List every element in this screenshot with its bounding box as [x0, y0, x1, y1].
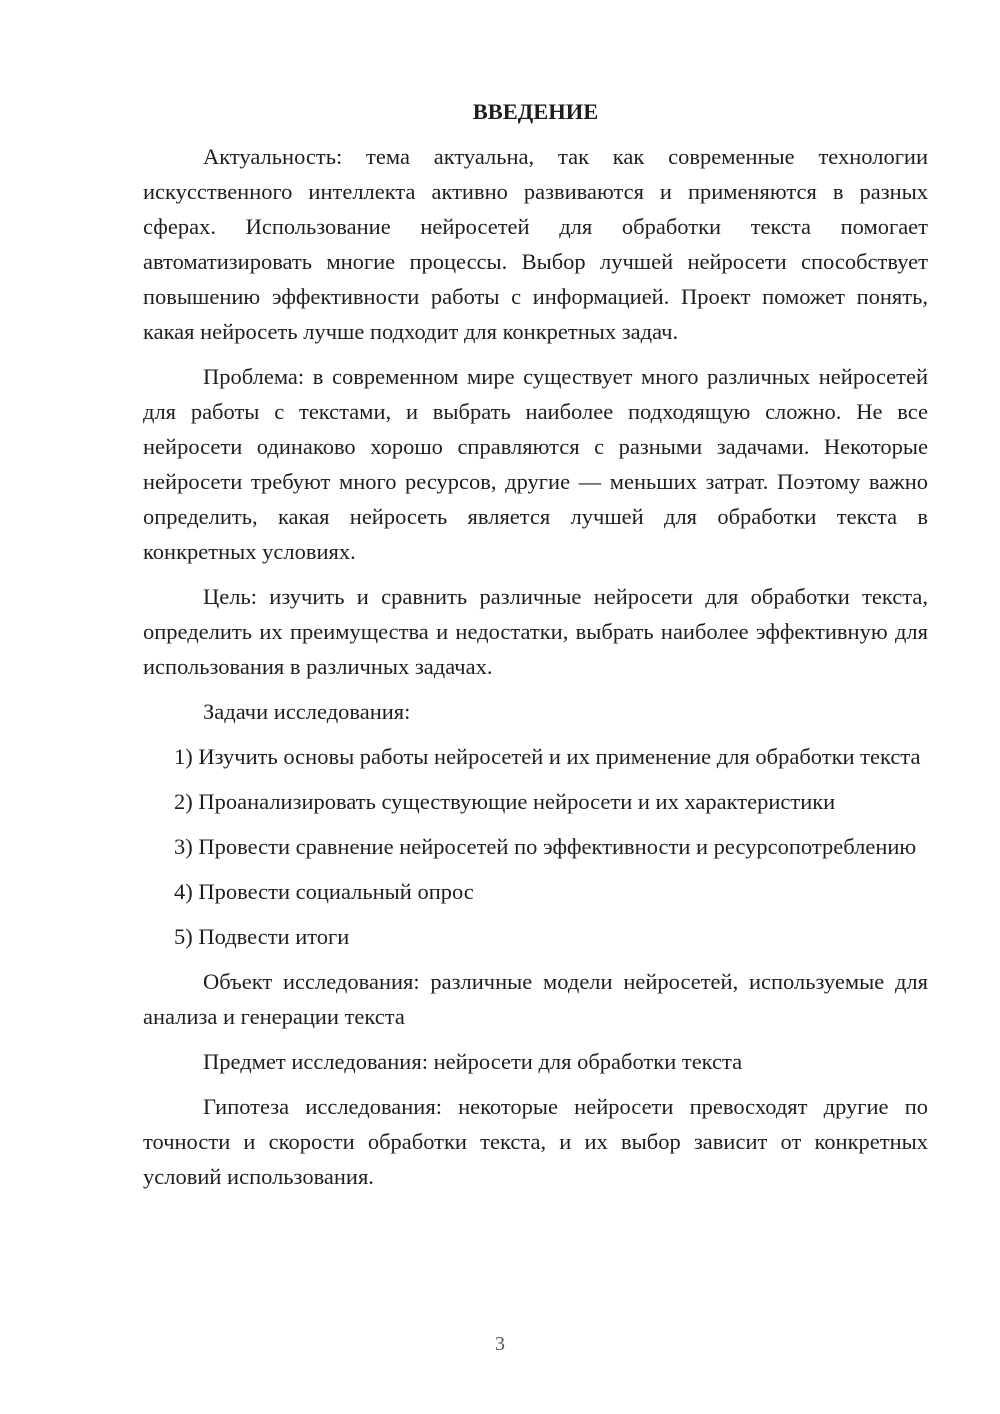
task-item-2: 2) Проанализировать существующие нейросети и их характеристики [174, 789, 836, 814]
object-paragraph: Объект исследования: различные модели нейросетей, используемые для анализа и генерации текста [143, 969, 928, 1029]
page-number: 3 [495, 1333, 505, 1355]
hypothesis-paragraph: Гипотеза исследования: некоторые нейросети превосходят другие по точности и скорости обработки текста, и их выбор зависит от конкретных условий использования. [143, 1094, 928, 1189]
goal-paragraph: Цель: изучить и сравнить различные нейросети для обработки текста, определить их преимущества и недостатки, выбрать наиболее эффективную для использования в различных задачах. [143, 584, 928, 679]
document-page [143, 90, 928, 1204]
task-item-3: 3) Провести сравнение нейросетей по эффективности и ресурсопотреблению [174, 834, 917, 859]
section-title: ВВЕДЕНИЕ [472, 99, 599, 124]
task-item-1: 1) Изучить основы работы нейросетей и их применение для обработки текста [174, 744, 921, 769]
subject-paragraph: Предмет исследования: нейросети для обработки текста [203, 1049, 743, 1074]
task-item-4: 4) Провести социальный опрос [174, 879, 474, 904]
tasks-heading: Задачи исследования: [203, 699, 411, 724]
relevance-paragraph: Актуальность: тема актуальна, так как современные технологии искусственного интеллекта активно развиваются и применяются в разных сферах. Использование нейросетей для обработки текста помогает автоматизировать многие процессы. Выбор лучшей нейросети способствует повышению эффективности работы с информацией. Проект поможет понять, какая нейросеть лучше подходит для конкретных задач. [143, 144, 928, 344]
task-item-5: 5) Подвести итоги [174, 924, 350, 949]
problem-paragraph: Проблема: в современном мире существует много различных нейросетей для работы с текстами, и выбрать наиболее подходящую сложно. Не все нейросети одинаково хорошо справляются с разными задачами. Некоторые нейросети требуют много ресурсов, другие — меньших затрат. Поэтому важно определить, какая нейросеть является лучшей для обработки текста в конкретных условиях. [143, 364, 928, 564]
